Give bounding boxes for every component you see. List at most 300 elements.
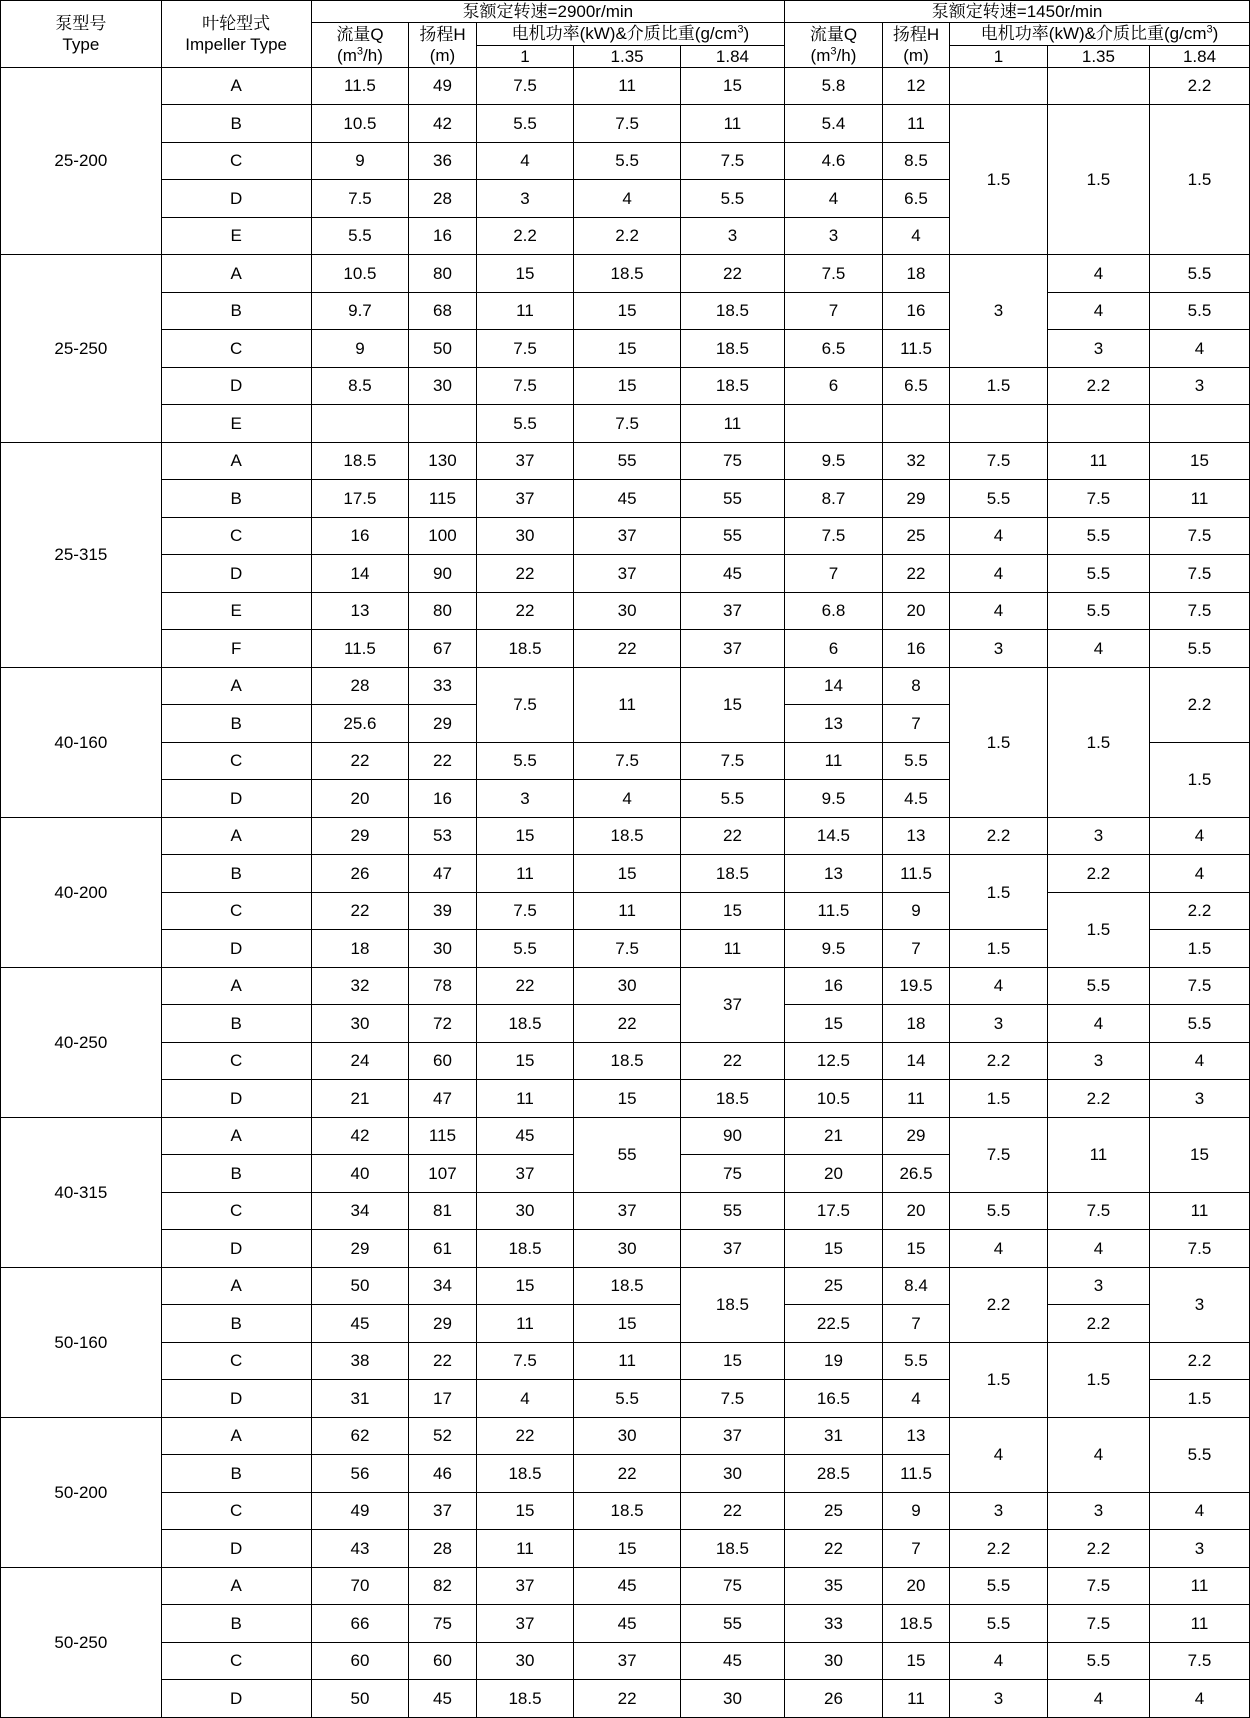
cell-h1: 28 [409,180,476,218]
cell-h1: 39 [409,892,476,930]
header-flow-unit-2900: $(m^3/h)$ [337,45,383,65]
cell-p1b: 11 [574,67,680,105]
cell-q1: 11.5 [311,67,409,105]
cell-q1: 43 [311,1530,409,1568]
cell-q1: 14 [311,555,409,593]
cell-p1a: 15 [476,817,574,855]
cell-p1a: 18.5 [476,1680,574,1718]
cell-p1a: 7.5 [476,367,574,405]
cell-p2b: 7.5 [1047,1605,1149,1643]
impeller-type-cell: C [161,742,311,780]
cell-p1b: 55 [574,442,680,480]
cell-p2b: 11 [1047,1117,1149,1192]
cell-q2: 22.5 [785,1305,883,1343]
cell-p2c: 5.5 [1149,255,1249,293]
cell-p2a: 2.2 [950,1530,1048,1568]
table-row [1,817,1250,855]
impeller-type-cell: A [161,442,311,480]
cell-h1: 78 [409,967,476,1005]
cell-h2: 11.5 [882,855,949,893]
impeller-type-cell: B [161,292,311,330]
cell-p1a: 15 [476,1267,574,1305]
cell-p1b: 45 [574,480,680,518]
cell-p1a: 5.5 [476,105,574,143]
cell-h1: 16 [409,780,476,818]
cell-q1: 49 [311,1492,409,1530]
cell-q2: 31 [785,1417,883,1455]
header-head-unit-2900: (m) [429,46,456,65]
cell-h1: 53 [409,817,476,855]
header-density-184-1450: 1.84 [1149,45,1249,67]
cell-p1c: 37 [680,1230,784,1268]
cell-q1: 70 [311,1567,409,1605]
cell-p1c: 3 [680,217,784,255]
header-head-1450 [882,23,949,68]
cell-p1c: 11 [680,405,784,443]
cell-p2c: 4 [1149,817,1249,855]
impeller-type-cell: A [161,817,311,855]
cell-q2: 7.5 [785,517,883,555]
impeller-type-cell: E [161,592,311,630]
table-row [1,255,1250,293]
table-row [1,330,1250,368]
cell-h2: 7 [882,705,949,743]
cell-p1c: 75 [680,442,784,480]
table-row [1,1080,1250,1118]
cell-q1: 9 [311,330,409,368]
cell-q1: 20 [311,780,409,818]
cell-p2a: 4 [950,967,1048,1005]
cell-p1b: 37 [574,517,680,555]
cell-p1b: 15 [574,1530,680,1568]
cell-h1: 29 [409,705,476,743]
table-row [1,67,1250,105]
cell-p1c: 18.5 [680,330,784,368]
cell-q2: 33 [785,1605,883,1643]
cell-p1a: 18.5 [476,630,574,668]
cell-p1a: 5.5 [476,405,574,443]
cell-p1c: 37 [680,967,784,1042]
cell-q1: 34 [311,1192,409,1230]
cell-p2b: 4 [1047,1230,1149,1268]
pump-type-cell: 50-160 [1,1267,162,1417]
cell-p1b: 30 [574,592,680,630]
cell-p2a: 3 [950,1005,1048,1043]
cell-q1: 18 [311,930,409,968]
cell-p1a: 18.5 [476,1230,574,1268]
cell-h2: 29 [882,480,949,518]
cell-h2: 9 [882,892,949,930]
cell-p1a: 18.5 [476,1455,574,1493]
cell-p1a: 22 [476,592,574,630]
cell-p1b: 22 [574,1005,680,1043]
cell-q2: 5.8 [785,67,883,105]
cell-q1: 9 [311,142,409,180]
cell-p2c: 1.5 [1149,930,1249,968]
cell-p1a: 11 [476,292,574,330]
cell-p2b: 4 [1047,1417,1149,1492]
cell-p2b: 1.5 [1047,1342,1149,1417]
table-row [1,1117,1250,1155]
cell-p1a: 4 [476,142,574,180]
cell-p1c: 55 [680,1192,784,1230]
cell-p1b: 37 [574,1192,680,1230]
impeller-type-cell: A [161,1117,311,1155]
impeller-type-cell: A [161,667,311,705]
cell-p1b: 18.5 [574,1267,680,1305]
cell-p1a: 37 [476,480,574,518]
cell-h2: 4.5 [882,780,949,818]
cell-h2: 18 [882,1005,949,1043]
cell-p2c: 2.2 [1149,667,1249,742]
cell-p1c: 30 [680,1455,784,1493]
cell-p1c: 11 [680,105,784,143]
cell-h1: 107 [409,1155,476,1193]
cell-h2: 11 [882,105,949,143]
table-row [1,1530,1250,1568]
cell-q1: 11.5 [311,630,409,668]
cell-p2c: 1.5 [1149,742,1249,817]
cell-h2: 8.5 [882,142,949,180]
cell-p1a: 15 [476,255,574,293]
cell-q1: 10.5 [311,255,409,293]
header-type-cn: 泵型号 [55,13,107,33]
cell-h1: 60 [409,1642,476,1680]
table-row [1,630,1250,668]
cell-h2: 19.5 [882,967,949,1005]
cell-p1a: 5.5 [476,742,574,780]
cell-h2: 16 [882,292,949,330]
cell-q1: 29 [311,817,409,855]
cell-p2c: 11 [1149,1605,1249,1643]
cell-q2: 20 [785,1155,883,1193]
cell-p2b: 4 [1047,630,1149,668]
table-body [1,67,1250,1717]
cell-p1c: 15 [680,892,784,930]
cell-h2: 20 [882,592,949,630]
cell-p1a: 30 [476,517,574,555]
cell-p1b: 15 [574,1080,680,1118]
impeller-type-cell: D [161,180,311,218]
table-row [1,1567,1250,1605]
cell-q2: 6.8 [785,592,883,630]
cell-p1a: 7.5 [476,892,574,930]
cell-p1a: 7.5 [476,67,574,105]
cell-h2: 11 [882,1080,949,1118]
cell-q1: 18.5 [311,442,409,480]
table-row [1,1042,1250,1080]
cell-p2b: 4 [1047,255,1149,293]
cell-p1a: 3 [476,780,574,818]
table-row [1,405,1250,443]
cell-h1: 61 [409,1230,476,1268]
cell-p2c: 7.5 [1149,967,1249,1005]
cell-h2: 25 [882,517,949,555]
cell-q2 [785,405,883,443]
cell-p2c: 2.2 [1149,892,1249,930]
cell-p2b: 1.5 [1047,105,1149,255]
impeller-type-cell: A [161,1267,311,1305]
cell-h1: 22 [409,742,476,780]
table-row [1,855,1250,893]
cell-p2b: 5.5 [1047,1642,1149,1680]
cell-p2a: 3 [950,1492,1048,1530]
pump-type-cell: 40-315 [1,1117,162,1267]
cell-q2: 13 [785,705,883,743]
cell-p1c: 37 [680,592,784,630]
table-row [1,105,1250,143]
cell-p2a: 1.5 [950,367,1048,405]
cell-q1: 56 [311,1455,409,1493]
cell-p1a: 37 [476,1155,574,1193]
cell-p2c: 11 [1149,1192,1249,1230]
table-row [1,1342,1250,1380]
impeller-type-cell: C [161,142,311,180]
cell-p1b: 37 [574,555,680,593]
cell-h2: 20 [882,1567,949,1605]
cell-p1a: 3 [476,180,574,218]
cell-q2: 25 [785,1267,883,1305]
cell-p1c: 30 [680,1680,784,1718]
cell-p1c: 37 [680,1417,784,1455]
cell-p1b: 55 [574,1117,680,1192]
cell-p2a: 1.5 [950,930,1048,968]
cell-h1: 29 [409,1305,476,1343]
cell-h1: 30 [409,930,476,968]
cell-p2c: 4 [1149,855,1249,893]
cell-q2: 5.4 [785,105,883,143]
pump-type-cell: 50-250 [1,1567,162,1717]
cell-q1: 10.5 [311,105,409,143]
cell-p1c: 55 [680,1605,784,1643]
cell-p2b: 3 [1047,1042,1149,1080]
cell-q2: 15 [785,1005,883,1043]
cell-p1b: 15 [574,330,680,368]
table-row [1,517,1250,555]
cell-h1: 72 [409,1005,476,1043]
cell-p1a: 5.5 [476,930,574,968]
cell-q2: 9.5 [785,442,883,480]
cell-p2a: 1.5 [950,105,1048,255]
cell-p2b: 4 [1047,1680,1149,1718]
cell-p2a: 3 [950,1680,1048,1718]
cell-p2c: 5.5 [1149,1417,1249,1492]
cell-p2a: 4 [950,1230,1048,1268]
cell-p2b: 1.5 [1047,892,1149,967]
impeller-type-cell: D [161,780,311,818]
header-flow-unit-1450: $(m^3/h)$ [810,45,857,65]
impeller-type-cell: A [161,967,311,1005]
cell-h2: 8.4 [882,1267,949,1305]
cell-p1a: 2.2 [476,217,574,255]
cell-p1b: 7.5 [574,405,680,443]
cell-p1b: 4 [574,780,680,818]
cell-q2: 28.5 [785,1455,883,1493]
cell-h2: 11.5 [882,330,949,368]
cell-p2c: 7.5 [1149,1230,1249,1268]
cell-h1: 80 [409,255,476,293]
cell-h2: 18 [882,255,949,293]
cell-p1c: 7.5 [680,1380,784,1418]
cell-p1b: 7.5 [574,105,680,143]
cell-h1: 115 [409,480,476,518]
cell-h2: 7 [882,930,949,968]
cell-q1: 22 [311,892,409,930]
cell-p2a: 5.5 [950,1567,1048,1605]
cell-q1: 45 [311,1305,409,1343]
cell-q2: 14 [785,667,883,705]
cell-p2a: 5.5 [950,480,1048,518]
cell-p1b: 15 [574,855,680,893]
cell-p2c: 15 [1149,442,1249,480]
header-density-1-2900: 1 [476,45,574,67]
table-row [1,1230,1250,1268]
cell-p1a: 30 [476,1642,574,1680]
cell-p1a: 30 [476,1192,574,1230]
table-row [1,1605,1250,1643]
cell-p2c: 11 [1149,1567,1249,1605]
cell-p1a: 22 [476,555,574,593]
cell-q1: 38 [311,1342,409,1380]
cell-h1: 33 [409,667,476,705]
cell-h2: 6.5 [882,180,949,218]
cell-q2: 11.5 [785,892,883,930]
cell-p2c: 1.5 [1149,105,1249,255]
cell-p2c: 5.5 [1149,1005,1249,1043]
cell-p1c: 75 [680,1155,784,1193]
cell-q2: 10.5 [785,1080,883,1118]
cell-p1b: 22 [574,1680,680,1718]
cell-p2a: 4 [950,1417,1048,1492]
cell-p2a [950,405,1048,443]
table-row [1,292,1250,330]
cell-p1b: 15 [574,1305,680,1343]
cell-p1b: 5.5 [574,142,680,180]
cell-p1a: 37 [476,1605,574,1643]
header-flow-1450 [785,23,883,68]
cell-p1b: 37 [574,1642,680,1680]
cell-h2: 26.5 [882,1155,949,1193]
cell-q2: 11 [785,742,883,780]
cell-h2: 11 [882,1680,949,1718]
cell-p1c: 22 [680,1492,784,1530]
cell-p1c: 11 [680,930,784,968]
cell-q2: 8.7 [785,480,883,518]
impeller-type-cell: D [161,555,311,593]
cell-q1: 31 [311,1380,409,1418]
cell-h1: 49 [409,67,476,105]
cell-p1a: 15 [476,1492,574,1530]
cell-p1a: 11 [476,1305,574,1343]
cell-h2: 4 [882,217,949,255]
cell-q1: 66 [311,1605,409,1643]
cell-p1c: 90 [680,1117,784,1155]
cell-p2b: 2.2 [1047,1080,1149,1118]
cell-p2c: 7.5 [1149,592,1249,630]
cell-q1: 24 [311,1042,409,1080]
cell-q1: 28 [311,667,409,705]
cell-p1b: 30 [574,967,680,1005]
cell-h2 [882,405,949,443]
header-impeller [161,1,311,68]
cell-p1c: 37 [680,630,784,668]
cell-h2: 5.5 [882,1342,949,1380]
cell-q2: 15 [785,1230,883,1268]
cell-p1c: 55 [680,480,784,518]
cell-p1b: 15 [574,292,680,330]
header-head-label-1450: 扬程H [892,24,940,44]
table-row [1,1305,1250,1343]
cell-h1: 52 [409,1417,476,1455]
pump-type-cell: 25-250 [1,255,162,443]
cell-p2a: 5.5 [950,1192,1048,1230]
cell-q1: 7.5 [311,180,409,218]
cell-p2a: 1.5 [950,667,1048,817]
cell-p1a: 45 [476,1117,574,1155]
cell-p2a: 3 [950,255,1048,368]
table-row [1,892,1250,930]
cell-p1c: 22 [680,1042,784,1080]
impeller-type-cell: C [161,1642,311,1680]
cell-q1: 25.6 [311,705,409,743]
impeller-type-cell: B [161,1455,311,1493]
cell-p1c: 55 [680,517,784,555]
cell-p2a: 7.5 [950,1117,1048,1192]
cell-p2c: 3 [1149,1530,1249,1568]
impeller-type-cell: F [161,630,311,668]
cell-p2a: 3 [950,630,1048,668]
impeller-type-cell: B [161,1005,311,1043]
cell-q2: 14.5 [785,817,883,855]
cell-p2b: 2.2 [1047,1530,1149,1568]
cell-h1: 50 [409,330,476,368]
cell-p2a: 1.5 [950,1080,1048,1118]
cell-q2: 4.6 [785,142,883,180]
cell-p2b: 2.2 [1047,1305,1149,1343]
cell-h1: 75 [409,1605,476,1643]
cell-q1: 50 [311,1680,409,1718]
cell-p2a: 2.2 [950,817,1048,855]
cell-q2: 12.5 [785,1042,883,1080]
cell-p2a: 5.5 [950,1605,1048,1643]
cell-p2b: 7.5 [1047,1567,1149,1605]
cell-h1: 30 [409,367,476,405]
cell-q1: 29 [311,1230,409,1268]
cell-h1: 68 [409,292,476,330]
cell-q2: 16 [785,967,883,1005]
cell-q1: 13 [311,592,409,630]
cell-p1b: 22 [574,630,680,668]
cell-h1: 34 [409,1267,476,1305]
cell-p1a: 11 [476,1080,574,1118]
cell-p2b: 1.5 [1047,667,1149,817]
cell-p2b: 4 [1047,1005,1149,1043]
cell-h1 [409,405,476,443]
cell-q1: 60 [311,1642,409,1680]
cell-p1c: 18.5 [680,292,784,330]
cell-p2c: 4 [1149,330,1249,368]
cell-q2: 17.5 [785,1192,883,1230]
cell-h2: 29 [882,1117,949,1155]
cell-p1c: 45 [680,1642,784,1680]
impeller-type-cell: A [161,1567,311,1605]
cell-h2: 13 [882,1417,949,1455]
cell-p1b: 11 [574,667,680,742]
cell-p2c: 2.2 [1149,1342,1249,1380]
cell-p2c: 1.5 [1149,1380,1249,1418]
cell-p2c: 7.5 [1149,517,1249,555]
header-head-2900 [409,23,476,68]
